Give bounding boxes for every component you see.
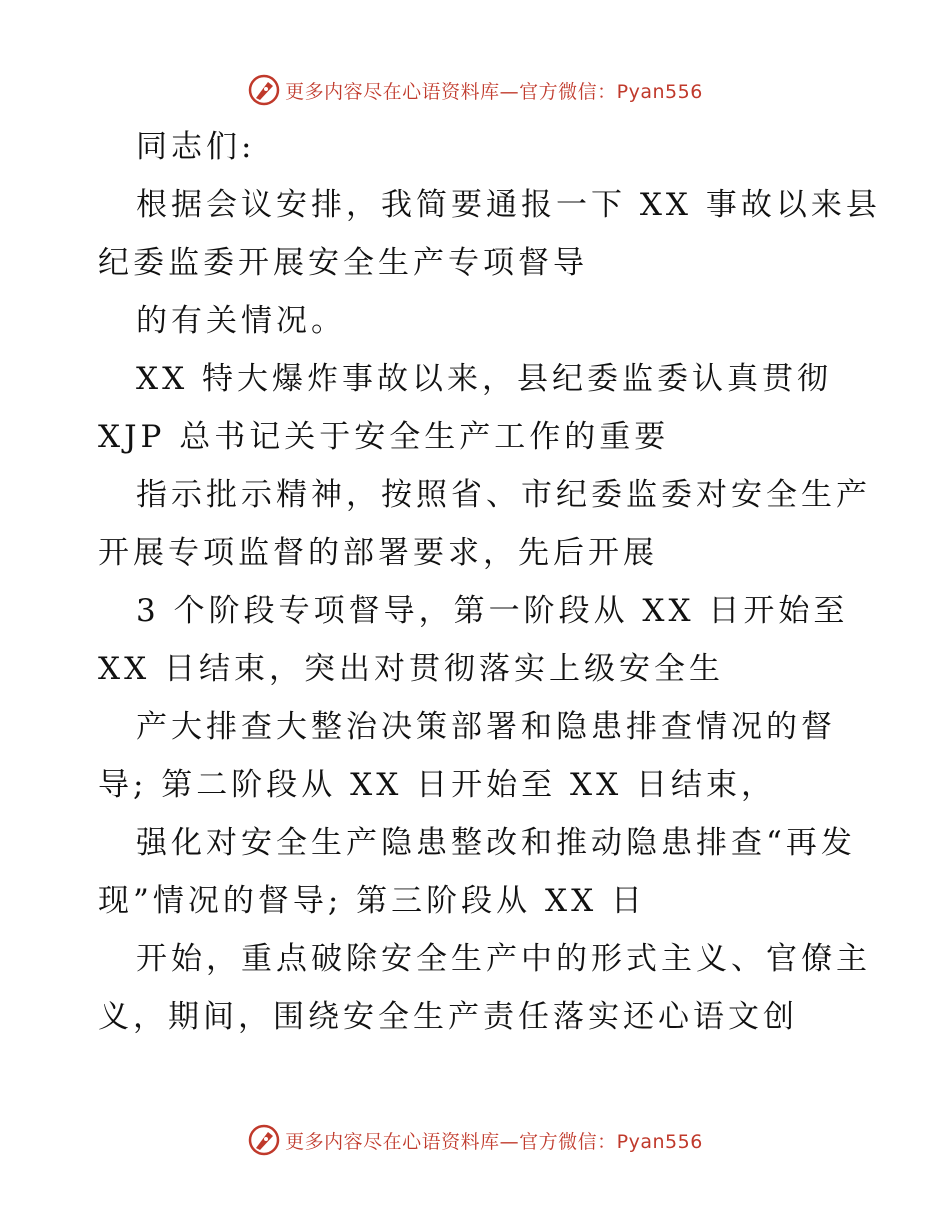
text-line: 根据会议安排，我简要通报一下 XX 事故以来县 xyxy=(136,187,881,223)
pen-nib-logo-icon xyxy=(247,73,281,107)
text-line: 产大排查大整治决策部署和隐患排查情况的督 xyxy=(136,709,836,745)
header-watermark xyxy=(0,70,950,110)
footer-watermark xyxy=(0,1120,950,1160)
text-line: 义，期间，围绕安全生产责任落实还心语文创 xyxy=(98,999,798,1035)
text-line: 导; 第二阶段从 XX 日开始至 XX 日结束， xyxy=(98,767,776,803)
text-line: 同志们: xyxy=(136,129,256,165)
text-line: 开展专项监督的部署要求，先后开展 xyxy=(98,535,658,571)
text-line: 3 个阶段专项督导，第一阶段从 XX 日开始至 xyxy=(136,593,849,629)
watermark-text: 更多内容尽在心语资料库—官方微信：Pyan556 xyxy=(285,1130,703,1153)
pen-nib-logo-icon xyxy=(247,1123,281,1157)
watermark-text: 更多内容尽在心语资料库—官方微信：Pyan556 xyxy=(285,80,703,103)
text-line: XX 日结束，突出对贯彻落实上级安全生 xyxy=(98,651,724,687)
text-line: 强化对安全生产隐患整改和推动隐患排查“再发 xyxy=(136,825,856,861)
text-line: 的有关情况。 xyxy=(136,303,346,339)
text-line: 指示批示精神，按照省、市纪委监委对安全生产 xyxy=(136,477,871,513)
document-body xyxy=(98,118,881,1046)
text-line: 开始，重点破除安全生产中的形式主义、官僚主 xyxy=(136,941,871,977)
text-line: XJP 总书记关于安全生产工作的重要 xyxy=(98,419,670,455)
text-line: 纪委监委开展安全生产专项督导 xyxy=(98,245,588,281)
text-line: XX 特大爆炸事故以来，县纪委监委认真贯彻 xyxy=(136,361,832,397)
text-line: 现”情况的督导; 第三阶段从 XX 日 xyxy=(98,883,646,919)
